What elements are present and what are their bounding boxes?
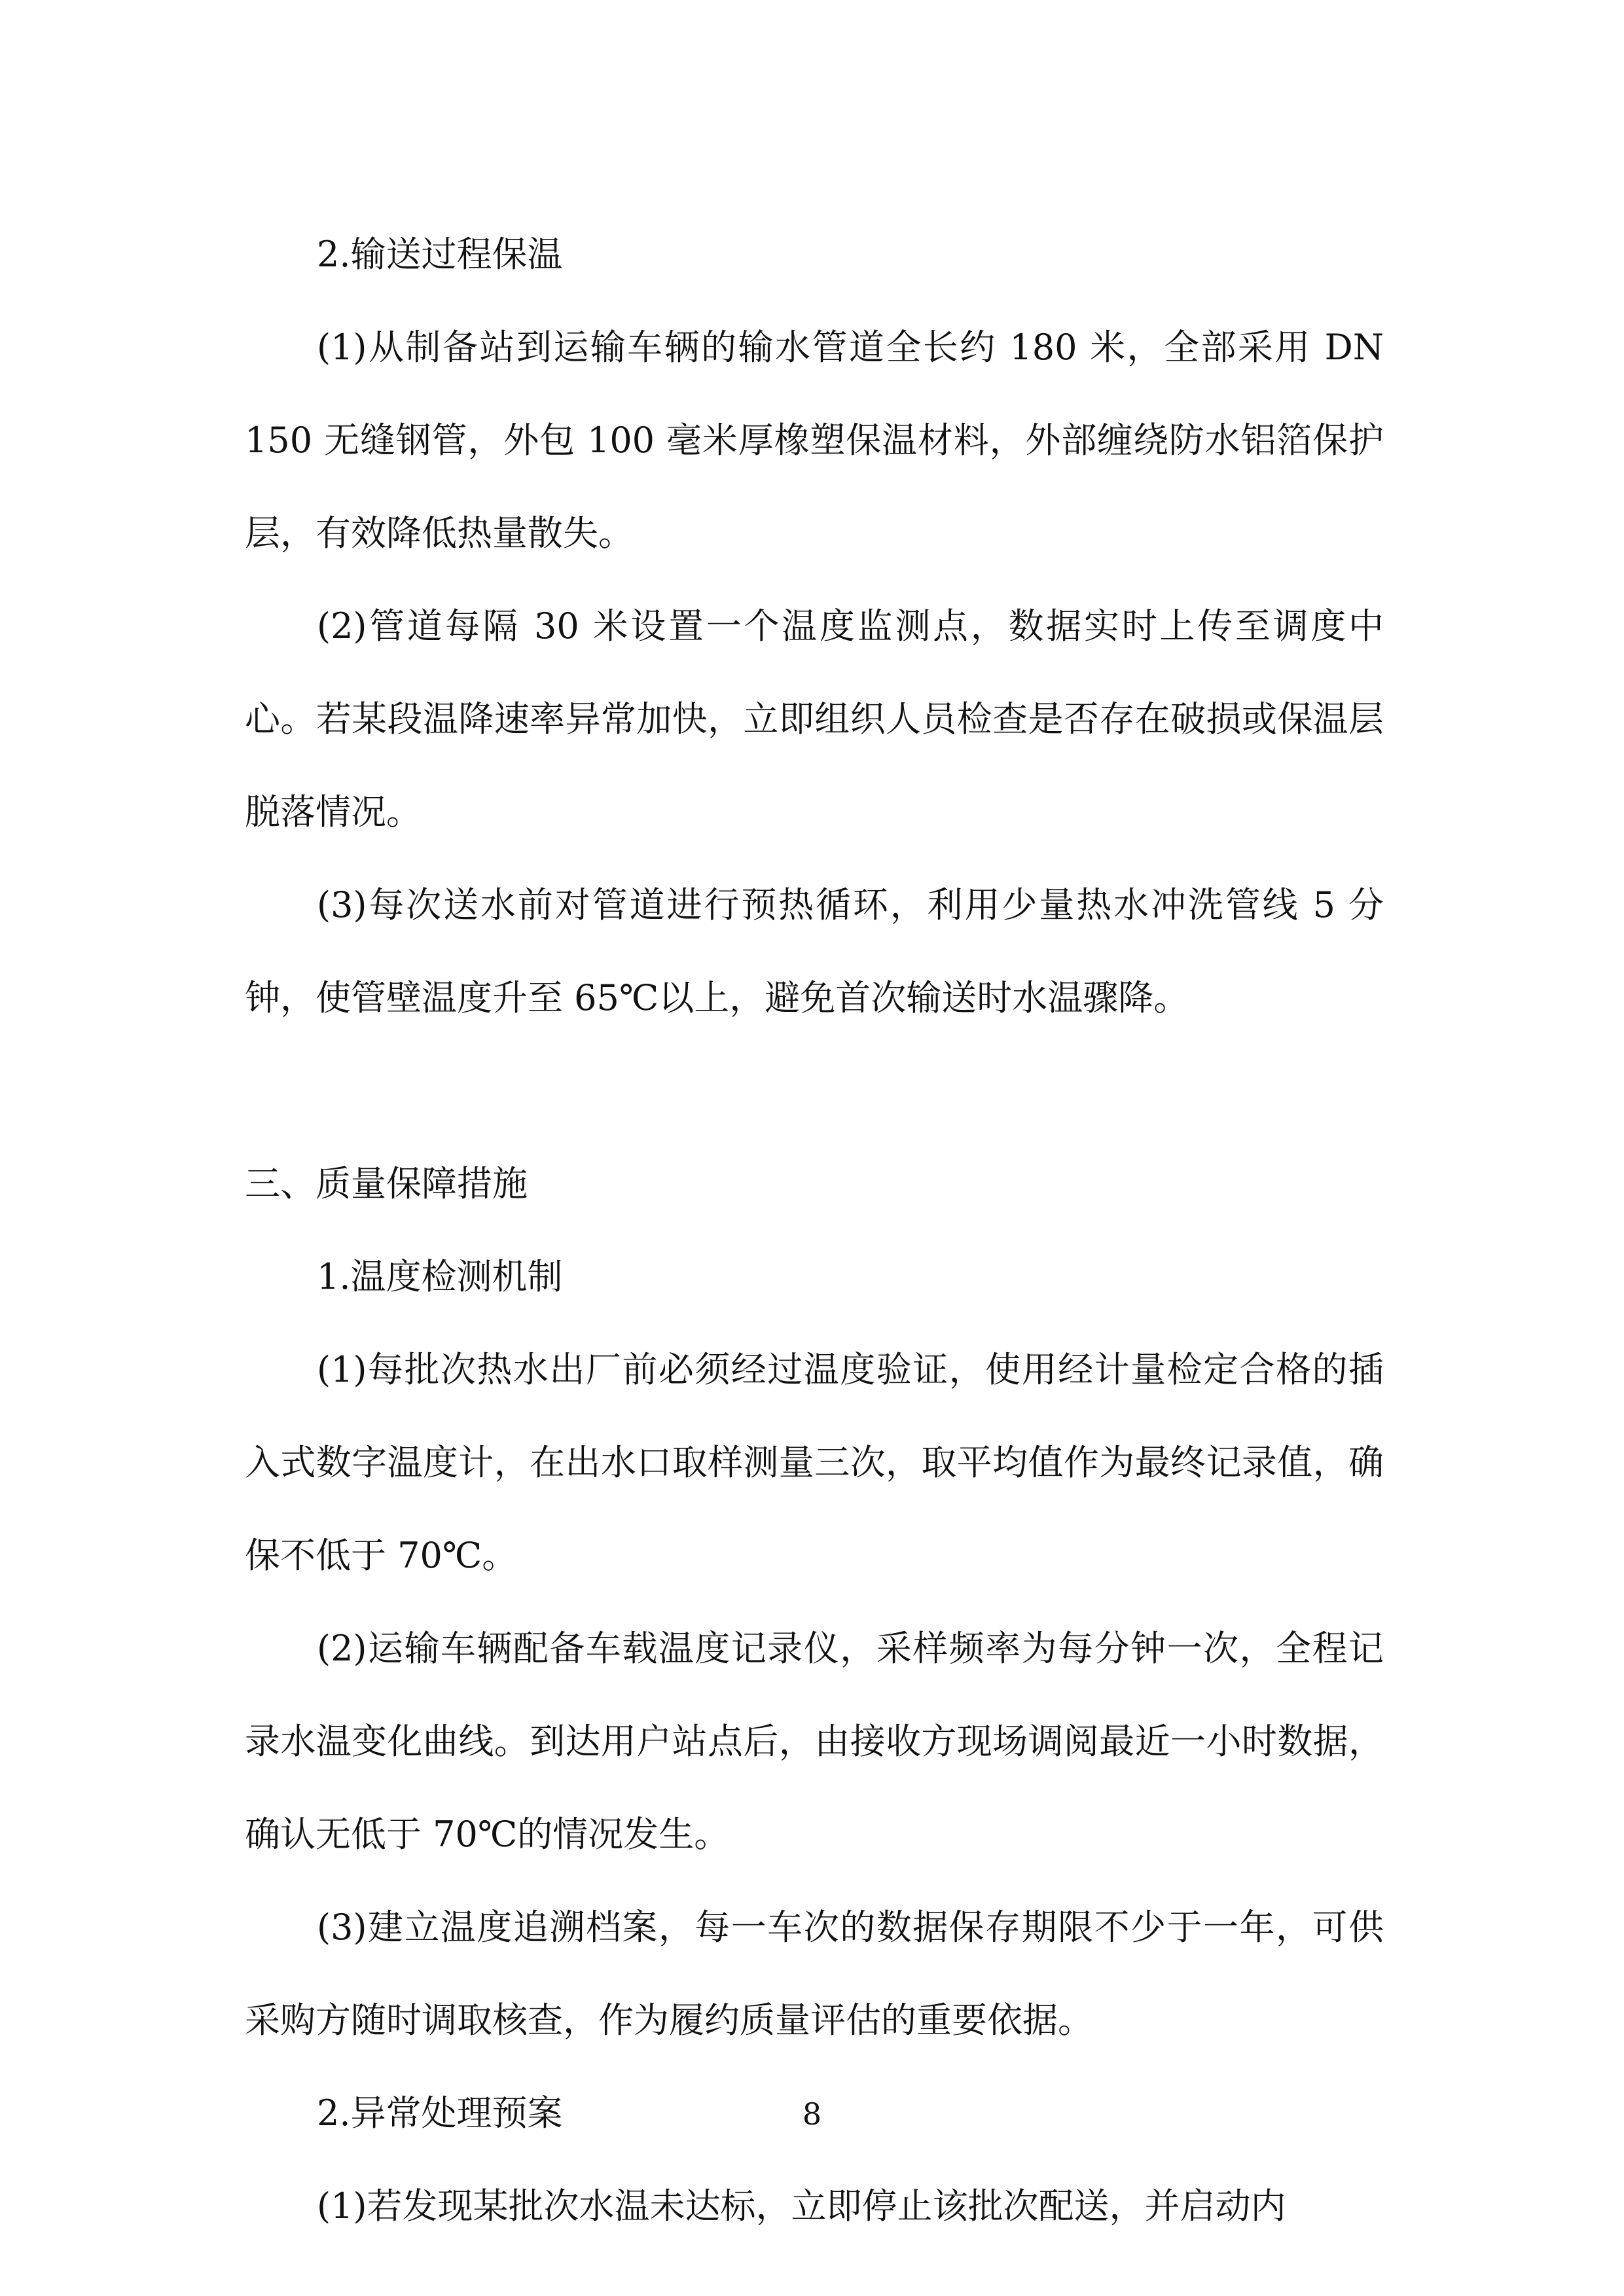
page-content	[245, 208, 1384, 2253]
sub-1-item-2: (2)运输车辆配备车载温度记录仪，采样频率为每分钟一次，全程记录水温变化曲线。到达用户站点后，由接收方现场调阅最近一小时数据，确认无低于 70℃的情况发生。	[245, 1628, 1384, 1855]
section-2-item-2: (2)管道每隔 30 米设置一个温度监测点，数据实时上传至调度中心。若某段温降速率异常加快，立即组织人员检查是否存在破损或保温层脱落情况。	[245, 605, 1384, 833]
section-2-item-1: (1)从制备站到运输车辆的输水管道全长约 180 米，全部采用 DN 150 无缝钢管，外包 100 毫米厚橡塑保温材料，外部缠绕防水铝箔保护层，有效降低热量散失。	[245, 327, 1384, 554]
chapter-3-heading: 三、质量保障措施	[245, 1163, 528, 1204]
sub-2-item-1: (1)若发现某批次水温未达标，立即停止该批次配送，并启动内	[317, 2185, 1286, 2227]
sub-1-heading: 1.温度检测机制	[317, 1256, 563, 1297]
sub-2-heading: 2.异常处理预案	[317, 2092, 563, 2134]
section-2-item-3: (3)每次送水前对管道进行预热循环，利用少量热水冲洗管线 5 分钟，使管壁温度升至 65℃以上，避免首次输送时水温骤降。	[245, 884, 1384, 1018]
section-2-heading: 2.输送过程保温	[317, 234, 563, 275]
page-number: 8	[802, 2096, 822, 2132]
sub-1-item-3: (3)建立温度追溯档案，每一车次的数据保存期限不少于一年，可供采购方随时调取核查，作为履约质量评估的重要依据。	[245, 1907, 1384, 2041]
sub-1-item-1: (1)每批次热水出厂前必须经过温度验证，使用经计量检定合格的插入式数字温度计，在出水口取样测量三次，取平均值作为最终记录值，确保不低于 70℃。	[245, 1349, 1384, 1576]
